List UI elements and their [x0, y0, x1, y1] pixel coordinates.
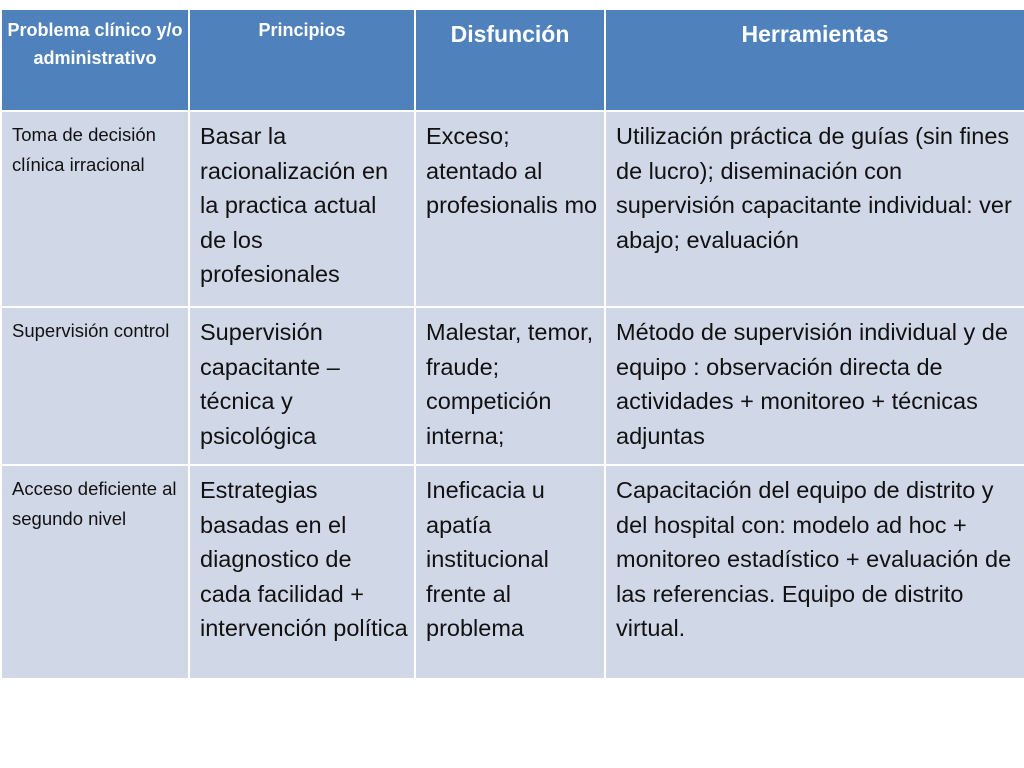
header-row — [1, 9, 1024, 111]
problems-table — [0, 8, 1024, 680]
header-disfuncion: Disfunción — [415, 9, 605, 111]
header-problema: Problema clínico y/o administrativo — [1, 9, 189, 111]
cell-disfuncion: Ineficacia u apatía institucional frente al problema — [415, 465, 605, 679]
cell-problema: Acceso deficiente al segundo nivel — [1, 465, 189, 679]
header-principios: Principios — [189, 9, 415, 111]
cell-disfuncion: Malestar, temor, fraude; competición interna; — [415, 307, 605, 465]
cell-disfuncion: Exceso; atentado al profesionalis mo — [415, 111, 605, 307]
table-row — [1, 307, 1024, 465]
table-row — [1, 111, 1024, 307]
table-row — [1, 465, 1024, 679]
header-herramientas: Herramientas — [605, 9, 1024, 111]
cell-principios: Supervisión capacitante – técnica y psicológica — [189, 307, 415, 465]
cell-problema: Toma de decisión clínica irracional — [1, 111, 189, 307]
cell-herramientas: Utilización práctica de guías (sin fines de lucro); diseminación con supervisión capacitante individual: ver abajo; evaluación — [605, 111, 1024, 307]
cell-principios: Basar la racionalización en la practica actual de los profesionales — [189, 111, 415, 307]
cell-principios: Estrategias basadas en el diagnostico de cada facilidad + intervención política — [189, 465, 415, 679]
cell-problema: Supervisión control — [1, 307, 189, 465]
cell-herramientas: Método de supervisión individual y de equipo : observación directa de actividades + monitoreo + técnicas adjuntas — [605, 307, 1024, 465]
cell-herramientas: Capacitación del equipo de distrito y del hospital con: modelo ad hoc + monitoreo estadístico + evaluación de las referencias. Equipo de distrito virtual. — [605, 465, 1024, 679]
